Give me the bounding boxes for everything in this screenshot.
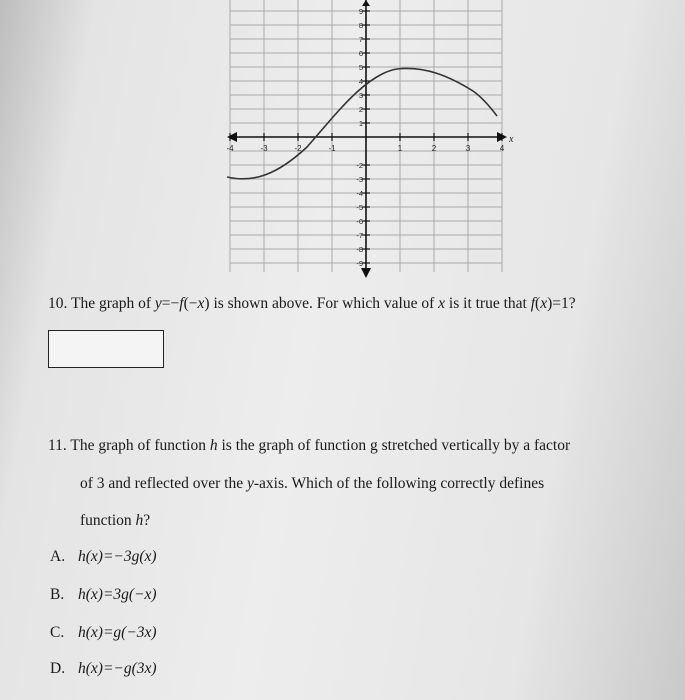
x-tick-label: 1 bbox=[397, 144, 403, 153]
choice-letter: D. bbox=[50, 660, 66, 677]
y-tick-label: -5 bbox=[356, 203, 363, 212]
x-tick-label: -4 bbox=[226, 144, 234, 153]
choice-letter: A. bbox=[50, 548, 66, 565]
y-tick-label: 8 bbox=[358, 21, 363, 30]
y-tick-label: -8 bbox=[356, 245, 363, 254]
choice-text: h(x)=3g(−x) bbox=[78, 586, 157, 603]
y-tick-label: 7 bbox=[358, 35, 363, 44]
y-tick-label: -4 bbox=[356, 189, 363, 198]
coordinate-graph bbox=[225, 0, 515, 280]
x-tick-label: -1 bbox=[328, 144, 336, 153]
question-11-line-3: function h? bbox=[80, 512, 151, 529]
choice-text: h(x)=−g(3x) bbox=[78, 660, 157, 677]
y-tick-label: 3 bbox=[358, 91, 363, 100]
y-tick-label: -9 bbox=[356, 259, 363, 268]
y-axis-down-arrow bbox=[361, 268, 371, 278]
y-tick-label: -6 bbox=[356, 217, 363, 226]
x-tick-label: 3 bbox=[465, 144, 471, 153]
x-tick-label: -3 bbox=[260, 144, 268, 153]
question-11-line-1: 11. The graph of function h is the graph of function g stretched vertically by a factor bbox=[48, 437, 571, 454]
y-axis-up-arrow bbox=[362, 0, 370, 6]
x-axis-label: x bbox=[509, 134, 514, 145]
question-11-line-2: of 3 and reflected over the y-axis. Which of the following correctly defines bbox=[80, 475, 545, 492]
x-tick-label: 2 bbox=[431, 144, 437, 153]
y-tick-label: 6 bbox=[358, 49, 363, 58]
choice-text: h(x)=−3g(x) bbox=[78, 548, 157, 565]
y-tick-label: 9 bbox=[358, 7, 363, 16]
y-tick-label: -2 bbox=[356, 161, 363, 170]
y-tick-label: 4 bbox=[358, 77, 363, 86]
choice-a[interactable] bbox=[50, 548, 157, 566]
y-tick-label: 1 bbox=[358, 119, 363, 128]
x-tick-label: 4 bbox=[499, 144, 505, 153]
choice-d[interactable] bbox=[50, 660, 157, 678]
y-tick-label: -3 bbox=[356, 175, 363, 184]
y-tick-label: 5 bbox=[358, 63, 363, 72]
x-axis-left-arrow bbox=[227, 132, 237, 142]
choice-c[interactable] bbox=[50, 624, 157, 642]
choice-text: h(x)=g(−3x) bbox=[78, 624, 157, 641]
choice-letter: B. bbox=[50, 586, 65, 603]
question-10-text: 10. The graph of y=−f(−x) is shown above. For which value of x is it true that f(x)=1? bbox=[48, 295, 576, 312]
y-tick-label: 2 bbox=[358, 105, 363, 114]
y-tick-label: -7 bbox=[356, 231, 363, 240]
x-tick-label: -2 bbox=[294, 144, 302, 153]
answer-input-box[interactable] bbox=[48, 330, 164, 368]
choice-b[interactable] bbox=[50, 586, 157, 604]
choice-letter: C. bbox=[50, 624, 65, 641]
